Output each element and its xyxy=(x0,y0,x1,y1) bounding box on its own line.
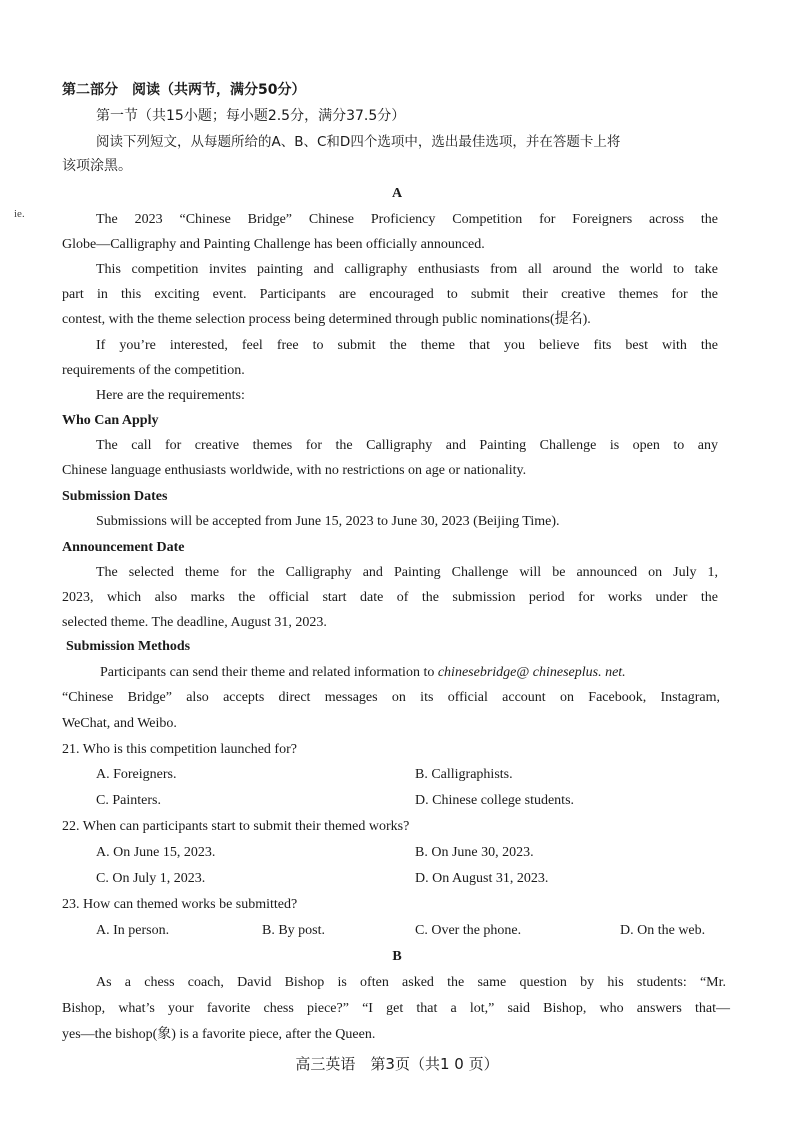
passage-a-p4: Here are the requirements: xyxy=(96,388,245,403)
passage-a-label: A xyxy=(391,186,403,201)
instruction-line-2: 该项涂黑。 xyxy=(62,158,132,174)
question-23-option-a[interactable]: A. In person. xyxy=(96,923,170,938)
passage-a-p2-line2: part in this exciting event. Participants are encouraged to submit their creative themes for the xyxy=(62,287,718,302)
heading-submission-dates: Submission Dates xyxy=(62,489,168,504)
margin-mark: ie. xyxy=(14,208,25,220)
passage-a-p3-line2: requirements of the competition. xyxy=(62,363,245,378)
who-line2: Chinese language enthusiasts worldwide, with no restrictions on age or nationality. xyxy=(62,463,527,478)
section-title: 第一节（共15小题；每小题2.5分，满分37.5分） xyxy=(96,108,406,124)
question-21-option-d[interactable]: D. Chinese college students. xyxy=(415,793,575,808)
page-footer: 高三英语 第3页（共1 0 页） xyxy=(295,1055,499,1073)
question-21-option-b[interactable]: B. Calligraphists. xyxy=(415,767,513,782)
question-23-option-b[interactable]: B. By post. xyxy=(262,923,326,938)
passage-a-p3-line1: If you’re interested, feel free to submit the theme that you believe fits best with the xyxy=(96,338,718,353)
announcement-line1: The selected theme for the Calligraphy and Painting Challenge will be announced on July 1, xyxy=(96,565,718,580)
question-22-stem: 22. When can participants start to submit their themed works? xyxy=(62,819,410,834)
heading-submission-methods: Submission Methods xyxy=(66,639,191,654)
question-22-option-c[interactable]: C. On July 1, 2023. xyxy=(96,871,206,886)
question-22-option-d[interactable]: D. On August 31, 2023. xyxy=(415,871,549,886)
part-title: 第二部分 阅读（共两节，满分50分） xyxy=(62,82,306,98)
methods-line1-text: Participants can send their theme and related information to xyxy=(100,665,438,680)
question-22-option-b[interactable]: B. On June 30, 2023. xyxy=(415,845,534,860)
passage-b-label: B xyxy=(392,949,402,964)
passage-a-p2-line3: contest, with the theme selection process being determined through public nominations(提名). xyxy=(62,312,591,327)
passage-b-line2: Bishop, what’s your favorite chess piece?” “I get that a lot,” said Bishop, who answers that— xyxy=(62,1001,730,1016)
contact-email: chinesebridge@ chineseplus. net. xyxy=(437,665,626,680)
heading-who-can-apply: Who Can Apply xyxy=(62,413,159,428)
question-23-option-c[interactable]: C. Over the phone. xyxy=(415,923,522,938)
methods-line2: “Chinese Bridge” also accepts direct messages on its official account on Facebook, Instagram, xyxy=(62,690,720,705)
question-23-option-d[interactable]: D. On the web. xyxy=(620,923,706,938)
methods-line3: WeChat, and Weibo. xyxy=(62,716,177,731)
question-21-option-c[interactable]: C. Painters. xyxy=(96,793,161,808)
passage-b-line3: yes—the bishop(象) is a favorite piece, after the Queen. xyxy=(62,1027,376,1042)
passage-a-p1-line1: The 2023 “Chinese Bridge” Chinese Proficiency Competition for Foreigners across the xyxy=(96,212,718,227)
announcement-line3: selected theme. The deadline, August 31, 2023. xyxy=(62,615,327,630)
heading-announcement-date: Announcement Date xyxy=(62,540,185,555)
question-21-stem: 21. Who is this competition launched for? xyxy=(62,742,297,757)
question-23-stem: 23. How can themed works be submitted? xyxy=(62,897,298,912)
question-22-option-a[interactable]: A. On June 15, 2023. xyxy=(96,845,216,860)
who-line1: The call for creative themes for the Calligraphy and Painting Challenge is open to any xyxy=(96,438,718,453)
question-21-option-a[interactable]: A. Foreigners. xyxy=(96,767,177,782)
announcement-line2: 2023, which also marks the official start date of the submission period for works under the xyxy=(62,590,718,605)
passage-b-line1: As a chess coach, David Bishop is often asked the same question by his students: “Mr. xyxy=(96,975,726,990)
methods-line1 xyxy=(100,664,626,682)
dates-line1: Submissions will be accepted from June 15, 2023 to June 30, 2023 (Beijing Time). xyxy=(96,514,560,529)
instruction-line-1: 阅读下列短文，从每题所给的A、B、C和D四个选项中，选出最佳选项，并在答题卡上将 xyxy=(96,134,621,150)
passage-a-p2-line1: This competition invites painting and calligraphy enthusiasts from all around the world to take xyxy=(96,262,718,277)
passage-a-p1-line2: Globe—Calligraphy and Painting Challenge has been officially announced. xyxy=(62,237,485,252)
